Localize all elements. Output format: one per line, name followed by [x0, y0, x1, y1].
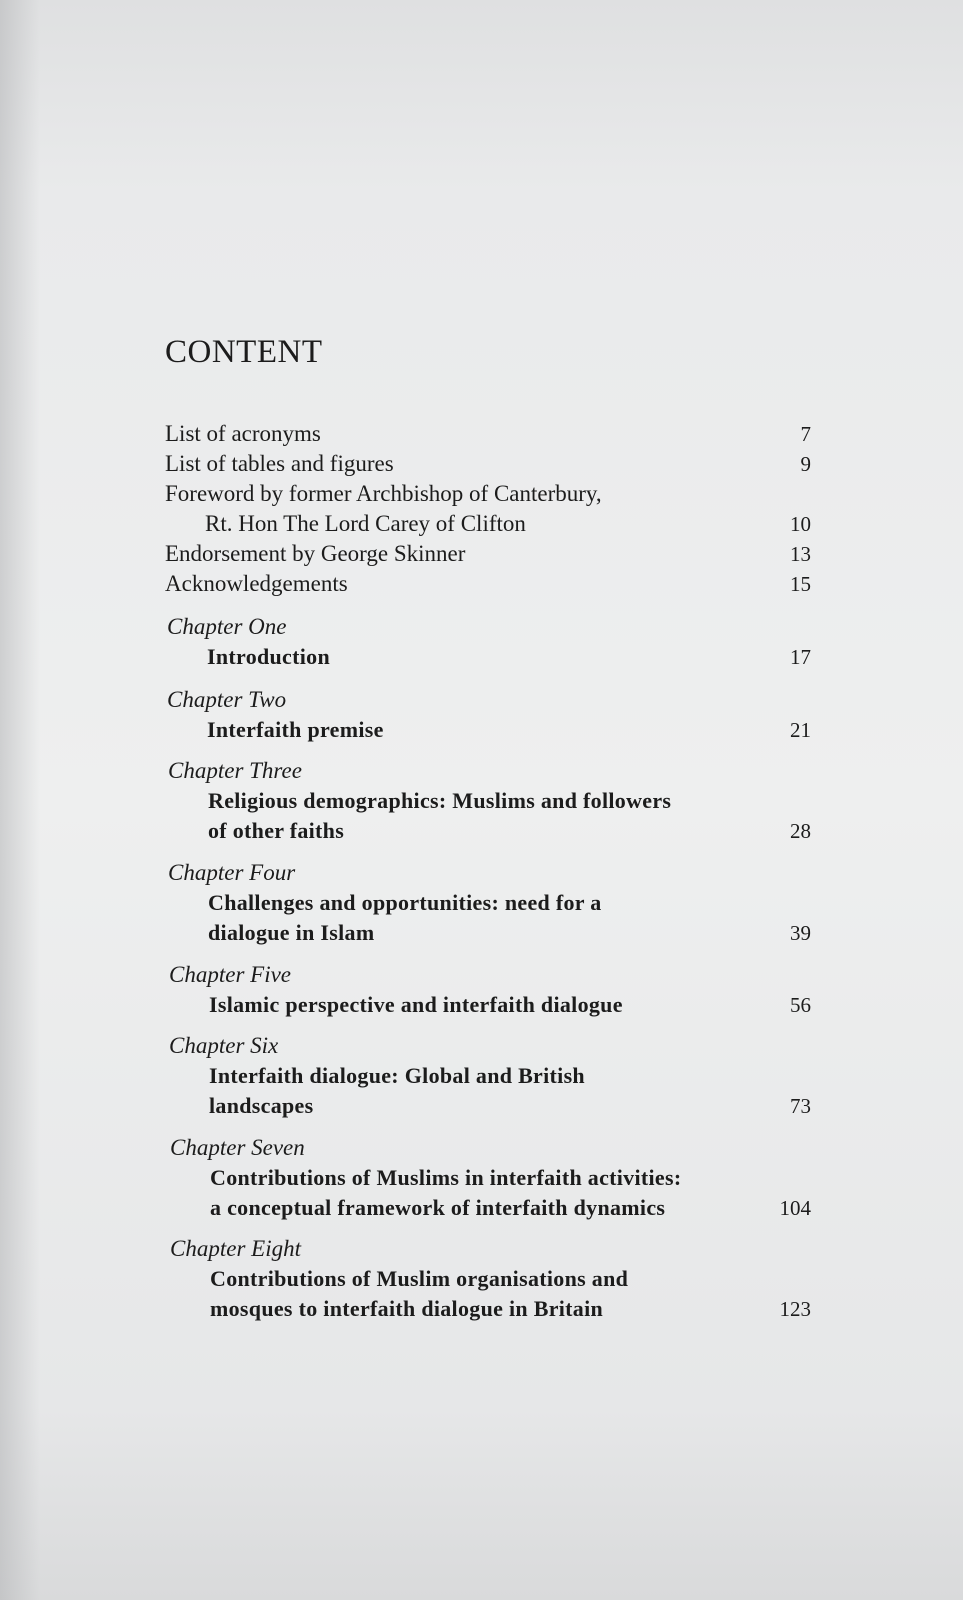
toc-page-number: 7: [800, 422, 811, 446]
chapter-title-continuation: a conceptual framework of interfaith dynamics: [210, 1195, 666, 1220]
chapter-title-continuation: mosques to interfaith dialogue in Britain: [210, 1296, 604, 1321]
chapter-title-row: [0, 1061, 963, 1091]
toc-entry-title: Endorsement by George Skinner: [165, 541, 466, 566]
chapter-label-row: [0, 756, 963, 786]
chapter-title: Challenges and opportunities: need for a: [208, 890, 602, 915]
chapter-title-row: [0, 715, 963, 745]
chapter-title: Contributions of Muslims in interfaith activities:: [210, 1165, 682, 1190]
chapter-title-row: [0, 1264, 963, 1294]
chapter-label: Chapter Seven: [170, 1135, 305, 1160]
toc-entry-title: List of tables and figures: [165, 451, 394, 476]
toc-page-number: 73: [790, 1094, 811, 1118]
chapter-label: Chapter Two: [167, 687, 287, 712]
chapter-title: Interfaith premise: [207, 717, 384, 742]
toc-entry-acknowledgements: [0, 569, 963, 599]
toc-entry-foreword-cont: [0, 509, 963, 539]
chapter-label-row: [0, 1031, 963, 1061]
toc-entry-title: List of acronyms: [165, 421, 321, 446]
chapter-title-row: [0, 786, 963, 816]
toc-entry-endorsement: [0, 539, 963, 569]
chapter-title: Islamic perspective and interfaith dialogue: [209, 992, 623, 1017]
chapter-title-row: [0, 816, 963, 846]
chapter-label: Chapter One: [167, 614, 287, 639]
chapter-label-row: [0, 1234, 963, 1264]
chapter-label: Chapter Three: [168, 758, 302, 783]
chapter-title-row: [0, 642, 963, 672]
chapter-title-row: [0, 888, 963, 918]
toc-page-number: 123: [779, 1297, 811, 1321]
chapter-title-continuation: of other faiths: [208, 818, 345, 843]
toc-entry-title: Acknowledgements: [165, 571, 348, 596]
toc-entry-foreword: [0, 479, 963, 509]
chapter-title: Religious demographics: Muslims and followers: [208, 788, 672, 813]
chapter-label-row: [0, 685, 963, 715]
chapter-title: Introduction: [207, 644, 330, 669]
chapter-label: Chapter Four: [168, 860, 296, 885]
chapter-title-row: [0, 990, 963, 1020]
chapter-label-row: [0, 1133, 963, 1163]
chapter-title: Contributions of Muslim organisations and: [210, 1266, 629, 1291]
chapter-title-row: [0, 1294, 963, 1324]
toc-page-number: 17: [790, 645, 811, 669]
toc-page-number: 10: [790, 512, 811, 536]
chapter-title-row: [0, 918, 963, 948]
toc-entry-acronyms: [0, 419, 963, 449]
chapter-title-continuation: landscapes: [209, 1093, 314, 1118]
page-title: CONTENT: [165, 334, 323, 370]
chapter-title-continuation: dialogue in Islam: [208, 920, 375, 945]
chapter-label-row: [0, 612, 963, 642]
toc-page-number: 9: [800, 452, 811, 476]
toc-entry-title: Foreword by former Archbishop of Canterbury,: [165, 481, 602, 506]
chapter-label-row: [0, 960, 963, 990]
toc-page-number: 21: [790, 718, 811, 742]
toc-page-number: 13: [790, 542, 811, 566]
chapter-title-row: [0, 1193, 963, 1223]
chapter-label: Chapter Five: [169, 962, 291, 987]
chapter-label-row: [0, 858, 963, 888]
toc-page-number: 39: [790, 921, 811, 945]
toc-page-number: 15: [790, 572, 811, 596]
toc-page-number: 56: [790, 993, 811, 1017]
toc-entry-tables-figures: [0, 449, 963, 479]
toc-page-number: 28: [790, 819, 811, 843]
toc-page-number: 104: [779, 1196, 811, 1220]
chapter-label: Chapter Six: [169, 1033, 279, 1058]
chapter-title: Interfaith dialogue: Global and British: [209, 1063, 585, 1088]
toc-entry-title-continuation: Rt. Hon The Lord Carey of Clifton: [205, 511, 526, 536]
chapter-title-row: [0, 1163, 963, 1193]
chapter-label: Chapter Eight: [170, 1236, 301, 1261]
chapter-title-row: [0, 1091, 963, 1121]
